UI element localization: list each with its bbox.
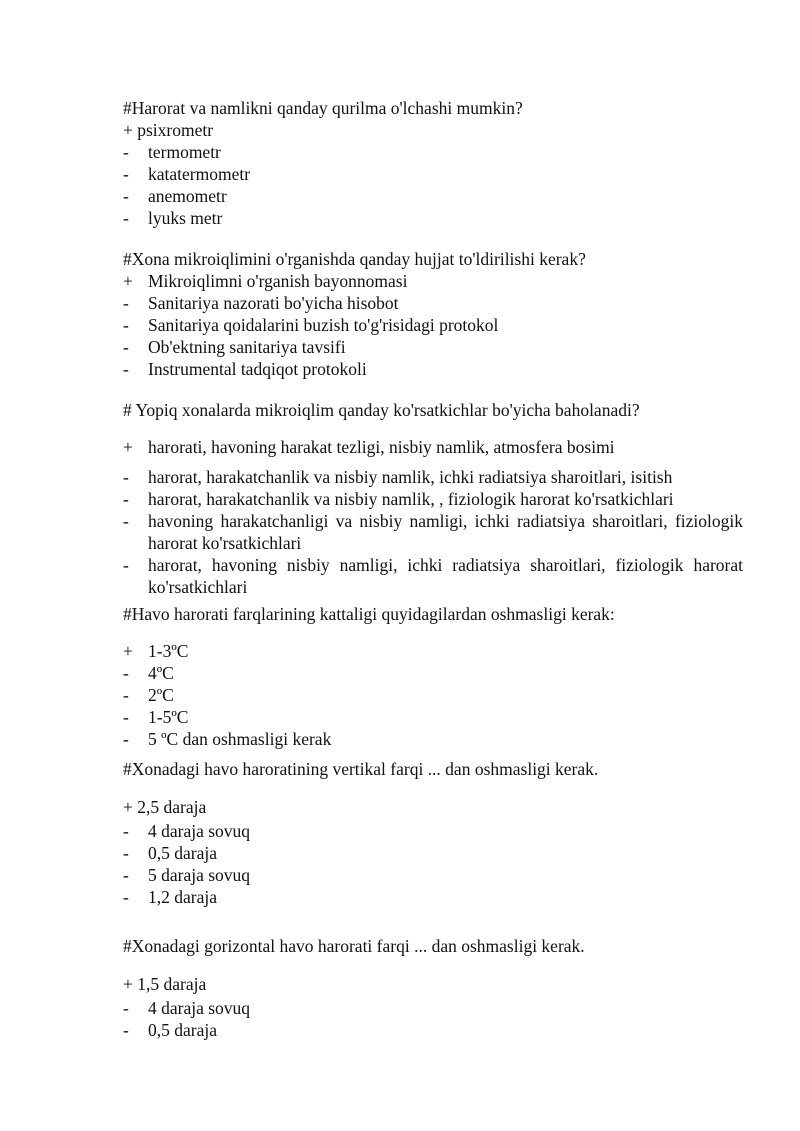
option-marker: - xyxy=(123,555,129,575)
answer-option xyxy=(123,820,743,842)
option-marker: - xyxy=(123,315,129,335)
answer-option xyxy=(123,640,743,662)
option-text: 4 daraja sovuq xyxy=(148,821,251,841)
answer-option xyxy=(123,466,743,488)
option-marker: + xyxy=(123,974,133,994)
answer-option xyxy=(123,510,743,554)
option-marker: + xyxy=(123,271,133,291)
option-marker: - xyxy=(123,186,129,206)
question-block-4 xyxy=(123,603,743,750)
question-block-5 xyxy=(123,758,743,908)
answer-option xyxy=(123,314,743,336)
option-marker: + xyxy=(123,437,133,457)
option-marker: - xyxy=(123,998,129,1018)
option-marker: - xyxy=(123,843,129,863)
question-text: #Havo harorati farqlarining kattaligi quyidagilardan oshmasligi kerak: xyxy=(123,604,615,624)
option-marker: - xyxy=(123,489,129,509)
option-text: Instrumental tadqiqot protokoli xyxy=(148,359,367,379)
option-text: 5 daraja sovuq xyxy=(148,865,251,885)
answer-option xyxy=(123,185,743,207)
option-text: Ob'ektning sanitariya tavsifi xyxy=(148,337,346,357)
option-marker: - xyxy=(123,887,129,907)
option-marker: - xyxy=(123,511,129,531)
answer-option-text xyxy=(123,973,206,995)
option-text: havoning harakatchanligi va nisbiy namligi, ichki radiatsiya sharoitlari, fiziologik harorat ko'rsatkichlari xyxy=(148,511,743,553)
question-text: # Yopiq xonalarda mikroiqlim qanday ko'rsatkichlar bo'yicha baholanadi? xyxy=(123,400,640,420)
answer-option xyxy=(123,662,743,684)
question-block-1 xyxy=(123,97,743,229)
answer-option xyxy=(123,997,743,1019)
option-marker: - xyxy=(123,164,129,184)
answer-option xyxy=(123,554,743,598)
question-text: #Xonadagi havo haroratining vertikal farqi ... dan oshmasligi kerak. xyxy=(123,759,599,779)
option-text: psixrometr xyxy=(137,120,214,140)
option-text: 1,5 daraja xyxy=(137,974,207,994)
option-text: Sanitariya qoidalarini buzish to'g'risidagi protokol xyxy=(148,315,499,335)
answer-option xyxy=(123,728,743,750)
question-block-6 xyxy=(123,935,743,1041)
answer-option xyxy=(123,842,743,864)
answer-option-text xyxy=(123,119,213,141)
option-text: lyuks metr xyxy=(148,208,223,228)
option-marker: - xyxy=(123,821,129,841)
answer-option xyxy=(123,270,743,292)
option-text: harorati, havoning harakat tezligi, nisbiy namlik, atmosfera bosimi xyxy=(148,437,615,457)
answer-option xyxy=(123,336,743,358)
option-text: 4ºC xyxy=(148,663,174,683)
option-marker: - xyxy=(123,208,129,228)
option-text: Mikroiqlimni o'rganish bayonnomasi xyxy=(148,271,408,291)
question-text: #Harorat va namlikni qanday qurilma o'lchashi mumkin? xyxy=(123,98,523,118)
answer-option xyxy=(123,1019,743,1041)
option-text: 5 ºC dan oshmasligi kerak xyxy=(148,729,332,749)
option-marker: + xyxy=(123,797,133,817)
option-marker: - xyxy=(123,685,129,705)
option-marker: + xyxy=(123,641,133,661)
option-marker: - xyxy=(123,359,129,379)
answer-option xyxy=(123,292,743,314)
answer-option xyxy=(123,796,743,818)
answer-option xyxy=(123,163,743,185)
option-text: katatermometr xyxy=(148,164,251,184)
question-text: #Xonadagi gorizontal havo harorati farqi ... dan oshmasligi kerak. xyxy=(123,936,585,956)
option-marker: - xyxy=(123,142,129,162)
option-marker: - xyxy=(123,663,129,683)
option-text: 1,2 daraja xyxy=(148,887,217,907)
option-marker: - xyxy=(123,1020,129,1040)
option-marker: - xyxy=(123,467,129,487)
option-marker: - xyxy=(123,707,129,727)
question-text: #Xona mikroiqlimini o'rganishda qanday hujjat to'ldirilishi kerak? xyxy=(123,249,586,269)
option-text: termometr xyxy=(148,142,221,162)
option-text: harorat, harakatchanlik va nisbiy namlik, , fiziologik harorat ko'rsatkichlari xyxy=(148,489,674,509)
answer-option xyxy=(123,141,743,163)
option-text: 1-3ºC xyxy=(148,641,189,661)
answer-option xyxy=(123,358,743,380)
answer-option xyxy=(123,886,743,908)
answer-option xyxy=(123,973,743,995)
option-text: harorat, harakatchanlik va nisbiy namlik, ichki radiatsiya sharoitlari, isitish xyxy=(148,467,673,487)
option-marker: - xyxy=(123,293,129,313)
answer-option xyxy=(123,119,743,141)
answer-option xyxy=(123,864,743,886)
option-text: Sanitariya nazorati bo'yicha hisobot xyxy=(148,293,399,313)
option-text: 1-5ºC xyxy=(148,707,189,727)
question-block-3 xyxy=(123,399,743,598)
option-text: anemometr xyxy=(148,186,227,206)
answer-option-text xyxy=(123,796,206,818)
answer-option xyxy=(123,684,743,706)
option-marker: + xyxy=(123,120,133,140)
answer-option xyxy=(123,488,743,510)
option-text: 0,5 daraja xyxy=(148,843,217,863)
option-text: harorat, havoning nisbiy namligi, ichki radiatsiya sharoitlari, fiziologik harorat ko'rsatkichlari xyxy=(148,555,743,597)
option-marker: - xyxy=(123,337,129,357)
answer-option xyxy=(123,207,743,229)
option-text: 2ºC xyxy=(148,685,174,705)
question-block-2 xyxy=(123,248,743,380)
option-text: 4 daraja sovuq xyxy=(148,998,251,1018)
option-marker: - xyxy=(123,865,129,885)
option-text: 0,5 daraja xyxy=(148,1020,217,1040)
answer-option xyxy=(123,706,743,728)
option-text: 2,5 daraja xyxy=(137,797,207,817)
answer-option xyxy=(123,436,743,458)
option-marker: - xyxy=(123,729,129,749)
